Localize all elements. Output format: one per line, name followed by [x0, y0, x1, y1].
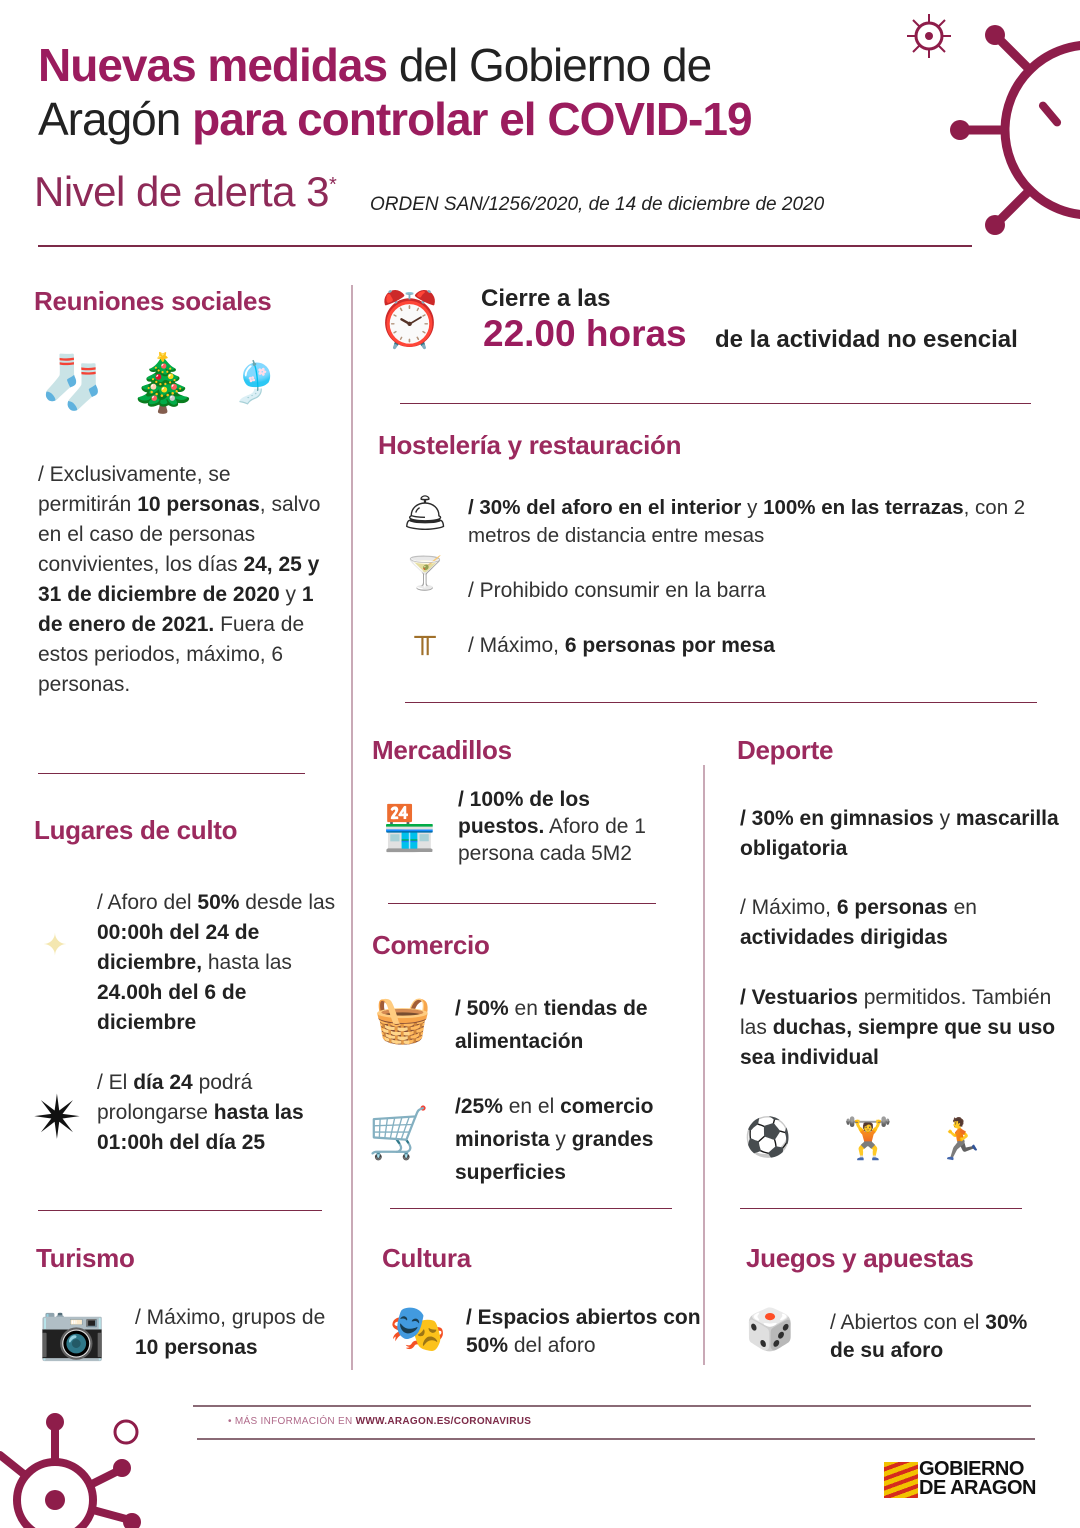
bold-text-segment: / 30% en gimnasios	[740, 807, 934, 830]
bold-text-segment: 30% de su aforo	[830, 1311, 1028, 1362]
theater-masks-icon: 🎭	[389, 1301, 447, 1354]
text-segment: permitidos. También las	[740, 986, 1052, 1039]
order-reference: ORDEN SAN/1256/2020, de 14 de diciembre de 2020	[370, 194, 825, 215]
text-segment: , con 2 metros de distancia entre mesas	[468, 496, 1026, 547]
text-segment: desde las	[239, 891, 336, 914]
reuniones-title: Reuniones sociales	[34, 286, 272, 316]
poker-chips-icon: 🎲	[745, 1307, 795, 1352]
more-info: • MÁS INFORMACIÓN EN WWW.ARAGON.ES/CORONAVIRUS	[228, 1416, 532, 1427]
food-cloche-icon: 🛎	[402, 492, 448, 533]
small-virus-icon	[905, 12, 953, 60]
bold-text-segment: 6 personas por mesa	[564, 634, 775, 657]
grocery-basket-icon: 🧺	[374, 992, 432, 1045]
hosteleria-item-3	[468, 631, 1028, 661]
text-segment: del Gobierno de	[387, 39, 712, 91]
divider	[405, 702, 1037, 703]
bold-text-segment: / 30% del aforo en el interior	[468, 496, 742, 519]
bold-text-segment: 6 personas	[836, 896, 948, 919]
header-divider	[38, 245, 972, 247]
bold-text-segment: / Espacios abiertos con 50%	[466, 1306, 701, 1357]
footer-divider-bottom	[197, 1438, 1035, 1440]
market-stall-icon: 🏪	[382, 803, 437, 853]
alert-level-text: Nivel de alerta 3	[34, 168, 329, 215]
title-line-2	[38, 92, 752, 146]
bold-text-segment: 00:00h del 24 de diciembre,	[97, 921, 260, 974]
alert-level-asterisk: *	[329, 174, 337, 196]
text-segment: en	[947, 896, 977, 919]
star-icon: ✴	[32, 1083, 83, 1151]
divider	[388, 903, 656, 904]
alarm-clock-icon: ⏰	[376, 290, 444, 350]
table-chairs-icon: ╥	[414, 620, 436, 653]
text-segment: Fuera de estos periodos, máximo, 6 personas.	[38, 613, 305, 696]
bold-text-segment: / Vestuarios	[740, 986, 858, 1009]
stocking-icon: 🧦	[40, 354, 105, 412]
text-segment: y	[933, 807, 956, 830]
cierre-post: de la actividad no esencial	[715, 326, 1018, 353]
bold-text-segment: 24, 25 y 31 de diciembre de 2020	[38, 553, 320, 606]
bold-text-segment: / 50%	[455, 997, 509, 1020]
bold-text-segment: grandes superficies	[455, 1128, 654, 1184]
divider	[740, 1208, 1022, 1209]
title-line-1	[38, 38, 711, 92]
bold-text-segment: hasta las 01:00h del día 25	[97, 1101, 304, 1154]
bold-text-segment: 10 personas	[137, 493, 260, 516]
bold-text-segment: /25%	[455, 1095, 503, 1118]
text-segment: en	[508, 997, 544, 1020]
sparkle-icon: ✦	[42, 928, 68, 962]
gobierno-aragon-logo	[919, 1460, 1036, 1498]
text-segment: / Máximo, grupos de	[135, 1306, 326, 1329]
divider	[38, 773, 305, 774]
text-segment: y	[741, 496, 764, 519]
bold-text-segment: / 100% de los puestos.	[458, 788, 590, 838]
cocktail-icon: 🍸	[405, 554, 445, 591]
column-divider-right	[703, 765, 705, 1365]
virus-decoration-icon	[940, 0, 1080, 270]
cierre-time: 22.00 horas	[483, 313, 687, 354]
more-info-label: MÁS INFORMACIÓN EN	[234, 1416, 353, 1427]
text-segment: / Aforo del	[97, 891, 198, 914]
text-segment: / Máximo,	[740, 896, 837, 919]
bold-text-segment: tiendas de alimentación	[455, 997, 648, 1053]
aragon-flag-icon	[884, 1462, 918, 1498]
bold-text-segment: 1 de enero de 2021.	[38, 583, 314, 636]
logo-line-1: GOBIERNO	[919, 1458, 1024, 1480]
bold-text-segment: 50%	[197, 891, 240, 914]
bold-text-segment: para controlar el COVID-19	[192, 93, 752, 145]
text-segment: / Máximo,	[468, 634, 565, 657]
bold-text-segment: 24.00h del 6 de diciembre	[97, 981, 247, 1034]
christmas-tree-icon: 🎄	[128, 350, 198, 414]
bold-text-segment: día 24	[133, 1071, 193, 1094]
weightlifting-icon: 🏋	[843, 1116, 893, 1161]
deporte-item-2	[740, 893, 1060, 953]
reuniones-text	[38, 460, 323, 700]
text-segment: hasta las	[202, 951, 292, 974]
culto-item-2	[97, 1068, 337, 1158]
shopping-cart-icon: 🛒	[367, 1104, 431, 1161]
text-segment: y	[549, 1128, 572, 1151]
culto-title: Lugares de culto	[34, 815, 238, 845]
more-info-link[interactable]: WWW.ARAGON.ES/CORONAVIRUS	[355, 1416, 532, 1427]
divider	[400, 403, 1031, 404]
text-segment: / El	[97, 1071, 134, 1094]
bold-text-segment: actividades dirigidas	[740, 926, 948, 949]
text-segment: / Abiertos con el	[830, 1311, 986, 1334]
text-segment: Aforo de 1 persona cada 5M2	[458, 815, 646, 865]
footer-divider-top	[193, 1405, 1031, 1407]
text-segment: en el	[502, 1095, 561, 1118]
juegos-title: Juegos y apuestas	[746, 1243, 974, 1273]
soccer-ball-icon: ⚽	[744, 1117, 792, 1159]
comercio-item-1	[455, 992, 695, 1058]
column-divider-left	[351, 285, 353, 1370]
hosteleria-item-2	[468, 576, 1028, 606]
culto-item-1	[97, 888, 345, 1038]
text-segment: del aforo	[508, 1334, 596, 1357]
hosteleria-title: Hostelería y restauración	[378, 430, 682, 460]
divider	[38, 1210, 322, 1211]
camera-icon: 📷	[38, 1302, 107, 1362]
text-segment: / Exclusivamente, se permitirán	[38, 463, 231, 516]
bold-text-segment: comercio minorista	[455, 1095, 654, 1151]
bold-text-segment: 100% en las terrazas	[763, 496, 964, 519]
juegos-text	[830, 1309, 1050, 1365]
turismo-title: Turismo	[36, 1243, 135, 1273]
mercadillos-title: Mercadillos	[372, 735, 512, 765]
mercadillos-text	[458, 786, 673, 867]
alert-level	[34, 168, 336, 216]
text-segment: y	[279, 583, 302, 606]
bold-text-segment: Nuevas medidas	[38, 39, 388, 91]
ornaments-icon: 🎐	[230, 361, 280, 405]
text-segment: podrá prolongarse	[97, 1071, 253, 1124]
bold-text-segment: mascarilla obligatoria	[740, 807, 1059, 860]
hosteleria-item-1	[468, 494, 1038, 550]
cultura-text	[466, 1304, 701, 1360]
deporte-item-3	[740, 983, 1060, 1073]
turismo-text	[135, 1303, 335, 1363]
deporte-item-1	[740, 804, 1060, 864]
cierre-pre: Cierre a las	[481, 285, 611, 312]
bold-text-segment: 10 personas	[135, 1336, 258, 1359]
comercio-item-2	[455, 1090, 700, 1189]
runner-icon: 🏃	[935, 1117, 985, 1162]
logo-line-2: DE ARAGON	[919, 1477, 1036, 1499]
text-segment: / Prohibido consumir en la barra	[468, 579, 766, 602]
cultura-title: Cultura	[382, 1243, 471, 1273]
deporte-title: Deporte	[737, 735, 834, 765]
text-segment: , salvo en el caso de personas convivientes, los días	[38, 493, 321, 576]
virus-decoration-bottom-icon	[0, 1400, 150, 1528]
comercio-title: Comercio	[372, 930, 490, 960]
divider	[390, 1208, 672, 1209]
bold-text-segment: duchas, siempre que su uso sea individual	[740, 1016, 1056, 1069]
text-segment: Aragón	[38, 93, 193, 145]
